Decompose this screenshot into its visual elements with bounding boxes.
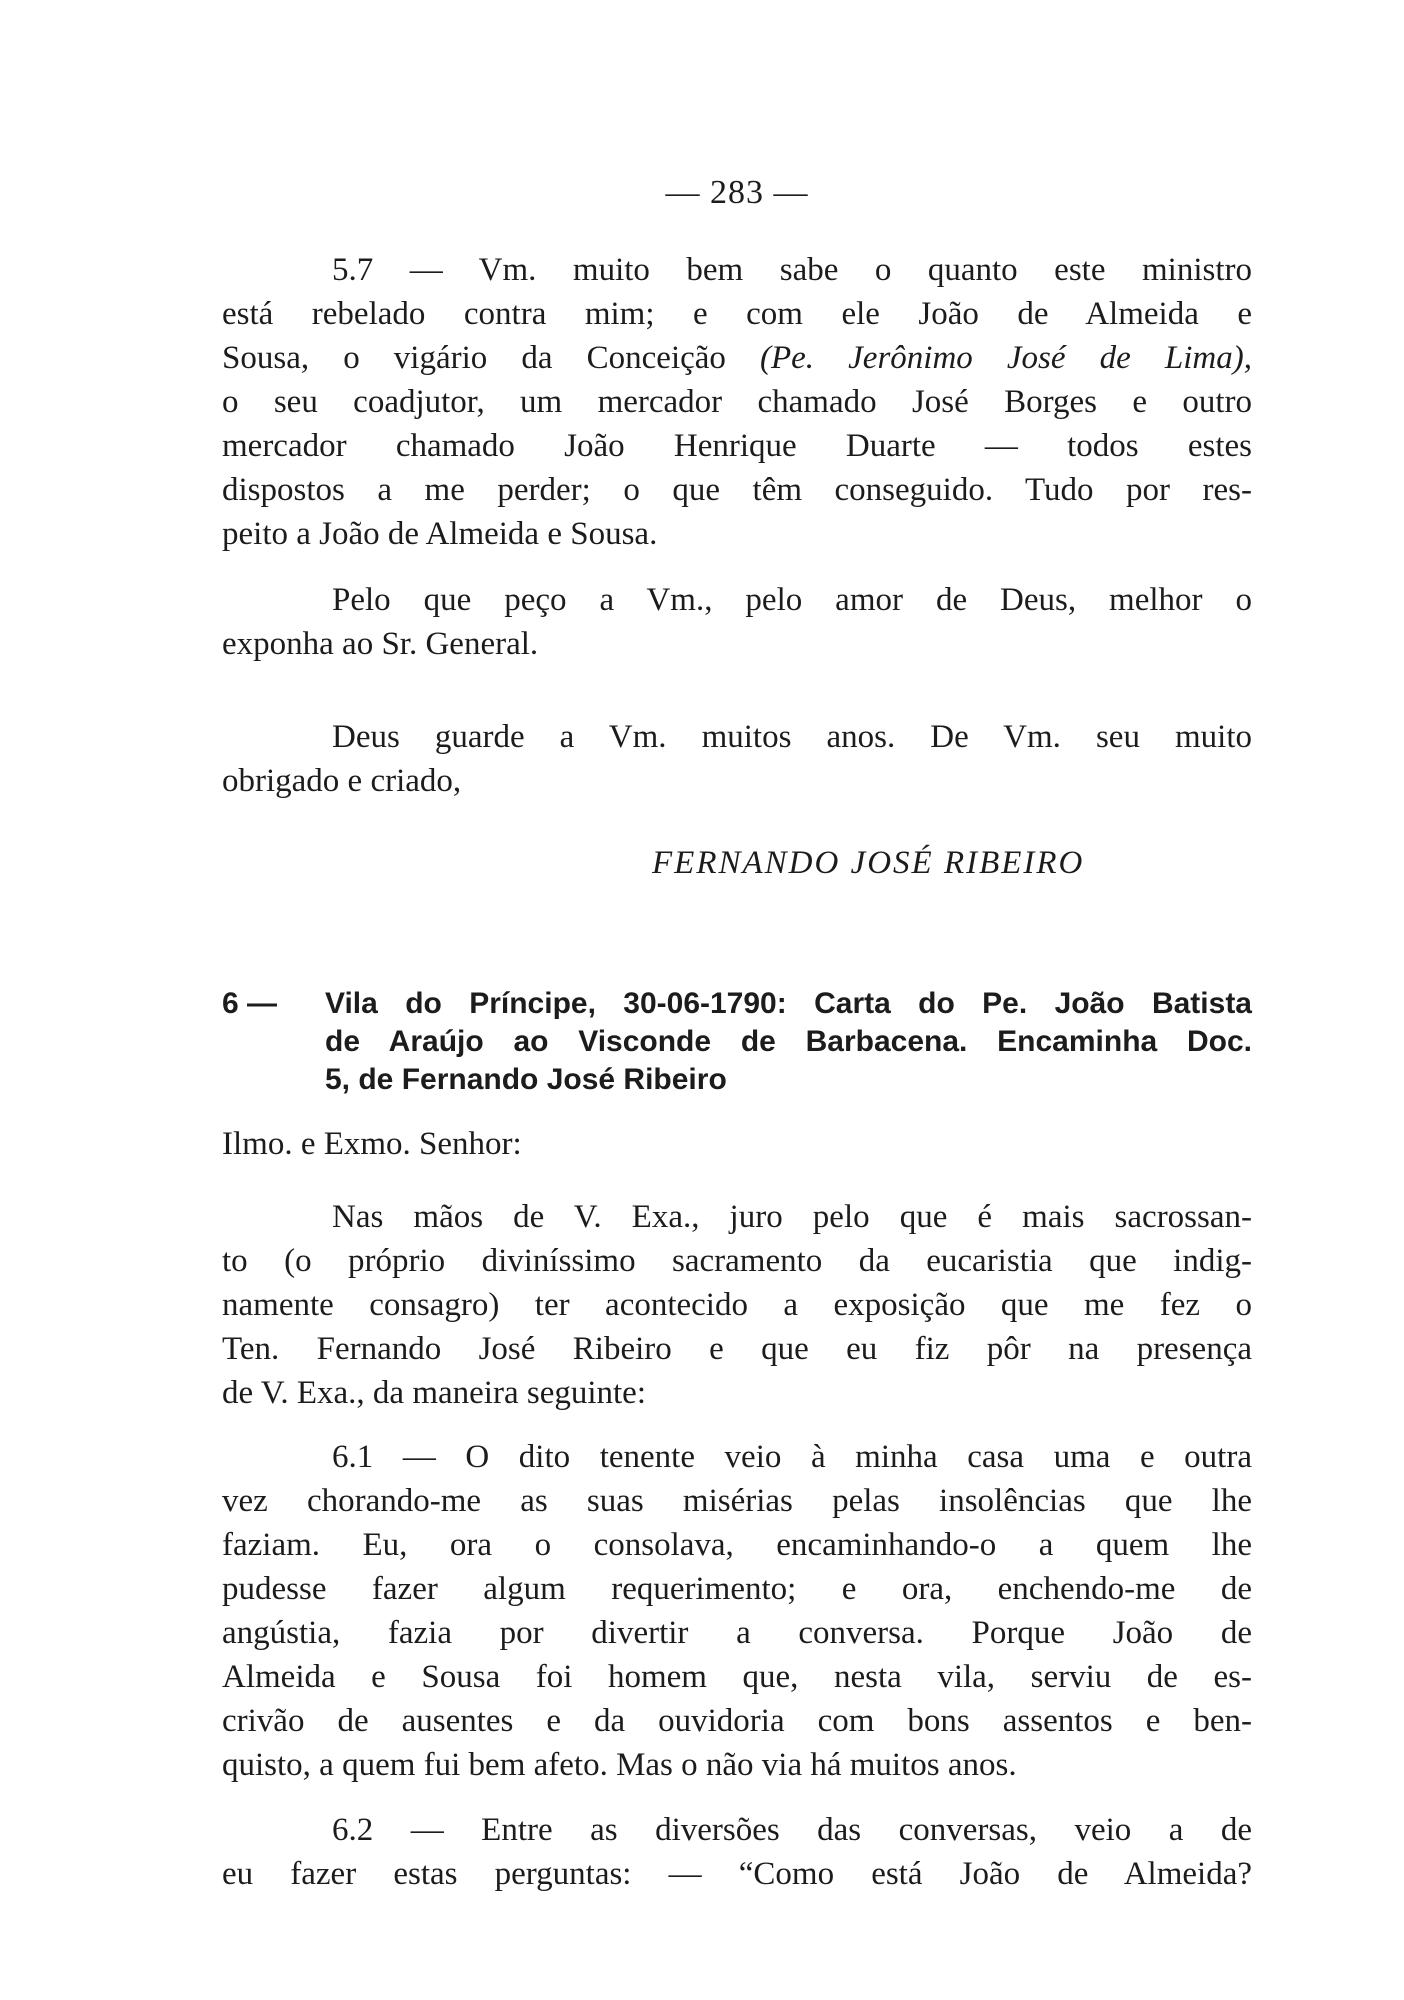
text-line: Deus guarde a Vm. muitos anos. De Vm. seu muito (332, 719, 1252, 755)
paragraph-closing (222, 715, 1252, 803)
signature: FERNANDO JOSÉ RIBEIRO (652, 845, 1085, 881)
text-line: obrigado e criado, (222, 763, 462, 799)
text-line: Ilmo. e Exmo. Senhor: (222, 1126, 522, 1162)
text-line: o seu coadjutor, um mercador chamado José Borges e outro (222, 384, 1252, 420)
text-line: vez chorando-me as suas misérias pelas insolências que lhe (222, 1483, 1252, 1519)
text-line: 6.1 — O dito tenente veio à minha casa uma e outra (332, 1439, 1252, 1475)
text-line: Sousa, o vigário da Conceição (Pe. Jerônimo José de Lima), (222, 340, 1252, 376)
paragraph-6-2 (222, 1808, 1252, 1896)
heading-line: de Araújo ao Visconde de Barbacena. Encaminha Doc. (325, 1025, 1252, 1058)
text-line: Nas mãos de V. Exa., juro pelo que é mais sacrossan- (332, 1199, 1252, 1235)
text-line: crivão de ausentes e da ouvidoria com bons assentos e ben- (222, 1703, 1252, 1739)
text-line: eu fazer estas perguntas: — “Como está João de Almeida? (222, 1856, 1252, 1892)
text-line: de V. Exa., da maneira seguinte: (222, 1375, 646, 1411)
text-line: dispostos a me perder; o que têm conseguido. Tudo por res- (222, 472, 1252, 508)
heading-number: 6 — (222, 987, 278, 1020)
text-line: peito a João de Almeida e Sousa. (222, 516, 658, 552)
paragraph-nas-maos (222, 1195, 1252, 1415)
text-line-with-italic (222, 336, 1252, 380)
salutation (222, 1122, 1252, 1166)
page-number: — 283 — (665, 174, 809, 211)
text-line: angústia, fazia por divertir a conversa. Porque João de (222, 1615, 1252, 1651)
paragraph-6-1 (222, 1435, 1252, 1787)
text-line: está rebelado contra mim; e com ele João de Almeida e (222, 296, 1252, 332)
text-line: 5.7 — Vm. muito bem sabe o quanto este ministro (332, 252, 1252, 288)
paragraph-pelo (222, 578, 1252, 666)
text-line: 6.2 — Entre as diversões das conversas, veio a de (332, 1812, 1252, 1848)
heading-text (325, 985, 1252, 1099)
text-line: Ten. Fernando José Ribeiro e que eu fiz pôr na presença (222, 1331, 1252, 1367)
text-line: pudesse fazer algum requerimento; e ora, enchendo-me de (222, 1571, 1252, 1607)
heading-line: Vila do Príncipe, 30-06-1790: Carta do Pe. João Batista (325, 987, 1252, 1020)
text-line: exponha ao Sr. General. (222, 626, 539, 662)
text-line: faziam. Eu, ora o consolava, encaminhando-o a quem lhe (222, 1527, 1252, 1563)
text-line: to (o próprio diviníssimo sacramento da eucaristia que indig- (222, 1243, 1252, 1279)
text-line: mercador chamado João Henrique Duarte — todos estes (222, 428, 1252, 464)
section-heading (222, 985, 1252, 1099)
text-line: Pelo que peço a Vm., pelo amor de Deus, melhor o (332, 582, 1252, 618)
text-line: Almeida e Sousa foi homem que, nesta vila, serviu de es- (222, 1659, 1252, 1695)
heading-line: 5, de Fernando José Ribeiro (325, 1063, 727, 1096)
paragraph-5-7 (222, 248, 1252, 556)
text-line: quisto, a quem fui bem afeto. Mas o não via há muitos anos. (222, 1747, 1017, 1783)
text-line: namente consagro) ter acontecido a exposição que me fez o (222, 1287, 1252, 1323)
